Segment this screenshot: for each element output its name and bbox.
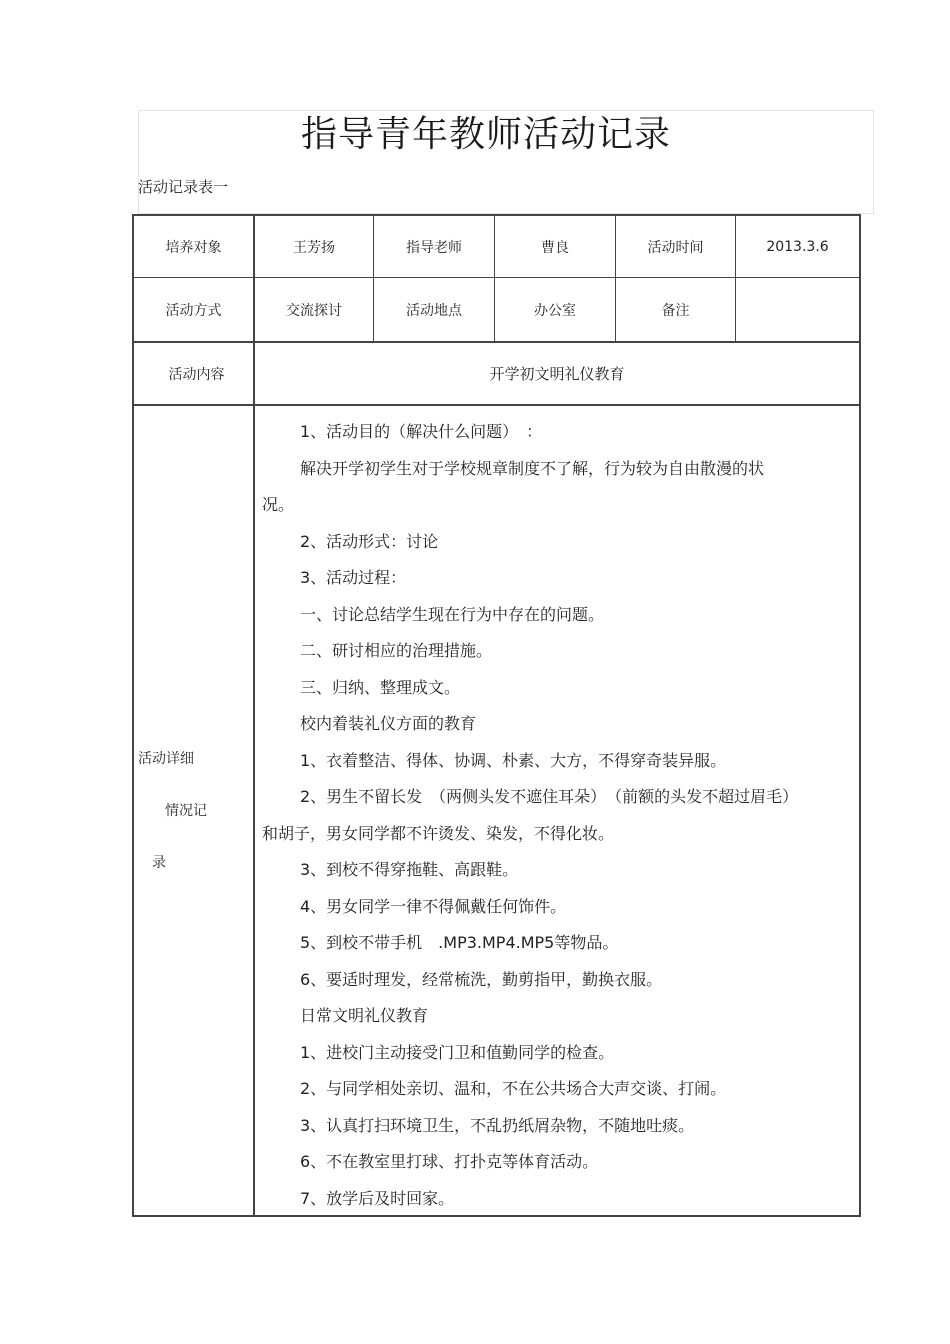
mode-label: 活动方式 <box>165 302 222 319</box>
details-line: 1、进校门主动接受门卫和值勤同学的检查。 <box>300 1042 615 1062</box>
details-line: 二、研讨相应的治理措施。 <box>300 641 493 660</box>
details-line: 况。 <box>262 495 295 514</box>
details-label-line1: 活动详细 <box>138 751 194 767</box>
details-label-line3: 录 <box>152 855 166 871</box>
details-line: 校内着装礼仪方面的教育 <box>300 714 477 733</box>
details-line: 三、归纳、整理成文。 <box>300 677 461 697</box>
details-line: 2、与同学相处亲切、温和，不在公共场合大声交谈、打闹。 <box>300 1079 727 1098</box>
time-label: 活动时间 <box>647 239 704 256</box>
details-line: 6、要适时理发，经常梳洗，勤剪指甲，勤换衣服。 <box>300 969 663 989</box>
details-line: 1、衣着整洁、得体、协调、朴素、大方，不得穿奇装异服。 <box>300 750 727 770</box>
details-line: 1、活动目的（解决什么问题） ： <box>300 422 543 441</box>
details-line: 日常文明礼仪教育 <box>300 1006 429 1025</box>
details-line: 解决开学初学生对于学校规章制度不了解，行为较为自由散漫的状 <box>300 458 765 478</box>
details-body <box>262 414 862 1217</box>
details-line: 3、活动过程： <box>300 568 407 587</box>
details-line: 一、讨论总结学生现在行为中存在的问题。 <box>300 604 605 624</box>
content-label: 活动内容 <box>168 366 225 383</box>
content-value: 开学初文明礼仪教育 <box>489 365 625 383</box>
table-row-divider <box>132 404 861 406</box>
details-line: 和胡子，男女同学都不许烫发、染发，不得化妆。 <box>262 823 615 843</box>
trainee-label: 培养对象 <box>165 239 222 256</box>
details-line: 5、到校不带手机 .MP3.MP4.MP5等物品。 <box>300 933 619 952</box>
activity-record-table <box>132 214 861 1217</box>
details-line: 6、不在教室里打球、打扑克等体育活动。 <box>300 1152 599 1171</box>
details-line: 3、认真打扫环境卫生，不乱扔纸屑杂物，不随地吐痰。 <box>300 1115 695 1135</box>
mode-value: 交流探讨 <box>286 302 342 319</box>
mentor-value: 曹良 <box>541 239 569 256</box>
time-value: 2013.3.6 <box>766 238 829 255</box>
details-line: 2、活动形式：讨论 <box>300 531 439 551</box>
details-line: 3、到校不得穿拖鞋、高跟鞋。 <box>300 860 519 879</box>
details-line: 7、放学后及时回家。 <box>300 1188 455 1208</box>
document-subtitle: 活动记录表一 <box>138 178 229 196</box>
note-value <box>736 278 859 341</box>
details-line: 4、男女同学一律不得佩戴任何饰件。 <box>300 896 567 916</box>
place-value: 办公室 <box>534 302 576 319</box>
details-label-line2: 情况记 <box>165 803 207 819</box>
mentor-label: 指导老师 <box>406 239 462 256</box>
place-label: 活动地点 <box>406 302 462 319</box>
note-label: 备注 <box>661 302 690 319</box>
trainee-value: 王芳扬 <box>293 239 335 256</box>
document-title: 指导青年教师活动记录 <box>300 114 671 155</box>
details-line: 2、男生不留长发 （两侧头发不遮住耳朵） （前额的头发不超过眉毛） <box>300 787 799 806</box>
